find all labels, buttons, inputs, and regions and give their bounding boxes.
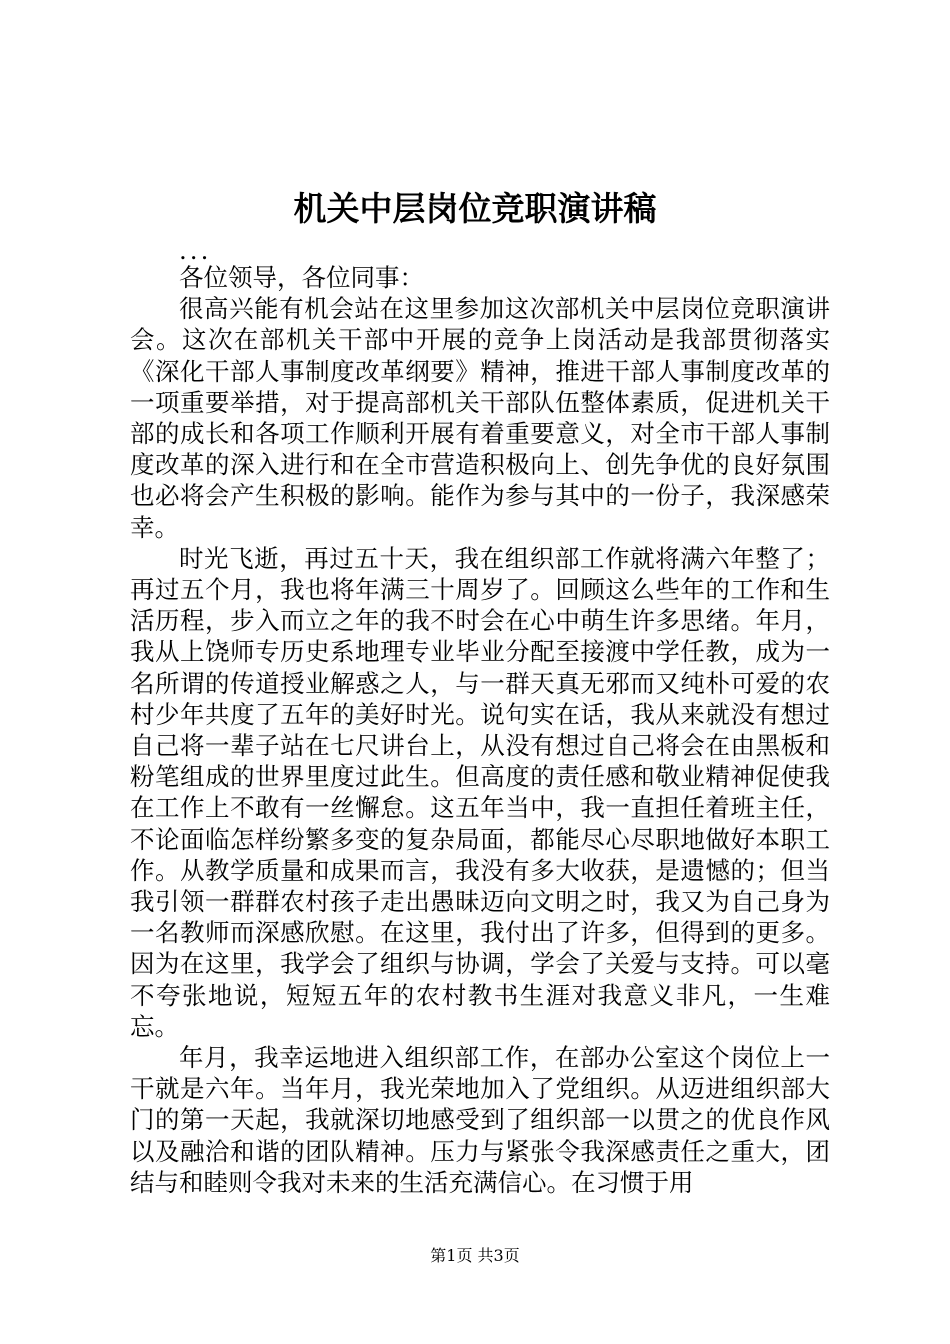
ellipsis-marker: ...	[179, 236, 212, 265]
paragraph: 年月，我幸运地进入组织部工作，在部办公室这个岗位上一干就是六年。当年月，我光荣地加入了党组织。从迈进组织部大门的第一天起，我就深切地感受到了组织部一以贯之的优良作风以及融洽和谐的团队精神。压力与紧张令我深感责任之重大，团结与和睦则令我对未来的生活充满信心。在习惯于用	[130, 1043, 830, 1197]
document-body	[130, 236, 830, 1198]
document-title: 机关中层岗位竞职演讲稿	[293, 189, 657, 228]
salutation: 各位领导，各位同事：	[179, 263, 424, 292]
paragraph: 很高兴能有机会站在这里参加这次部机关中层岗位竞职演讲会。这次在部机关干部中开展的竞争上岗活动是我部贯彻落实《深化干部人事制度改革纲要》精神，推进干部人事制度改革的一项重要举措，对于提高部机关干部队伍整体素质，促进机关干部的成长和各项工作顺利开展有着重要意义，对全市干部人事制度改革的深入进行和在全市营造积极向上、创先争优的良好氛围也必将会产生积极的影响。能作为参与其中的一份子，我深感荣幸。	[130, 294, 830, 542]
paragraph: 时光飞逝，再过五十天，我在组织部工作就将满六年整了；再过五个月，我也将年满三十周岁了。回顾这么些年的工作和生活历程，步入而立之年的我不时会在心中萌生许多思绪。年月，我从上饶师专历史系地理专业毕业分配至接渡中学任教，成为一名所谓的传道授业解惑之人，与一群天真无邪而又纯朴可爱的农村少年共度了五年的美好时光。说句实在话，我从来就没有想过自己将一辈子站在七尺讲台上，从没有想过自己将会在由黑板和粉笔组成的世界里度过此生。但高度的责任感和敬业精神促使我在工作上不敢有一丝懈怠。这五年当中，我一直担任着班主任，不论面临怎样纷繁多变的复杂局面，都能尽心尽职地做好本职工作。从教学质量和成果而言，我没有多大收获，是遗憾的；但当我引领一群群农村孩子走出愚昧迈向文明之时，我又为自己身为一名教师而深感欣慰。在这里，我付出了许多，但得到的更多。因为在这里，我学会了组织与协调，学会了关爱与支持。可以毫不夸张地说，短短五年的农村教书生涯对我意义非凡，一生难忘。	[130, 543, 830, 1041]
page-footer: 第1页 共3页	[430, 1246, 520, 1265]
